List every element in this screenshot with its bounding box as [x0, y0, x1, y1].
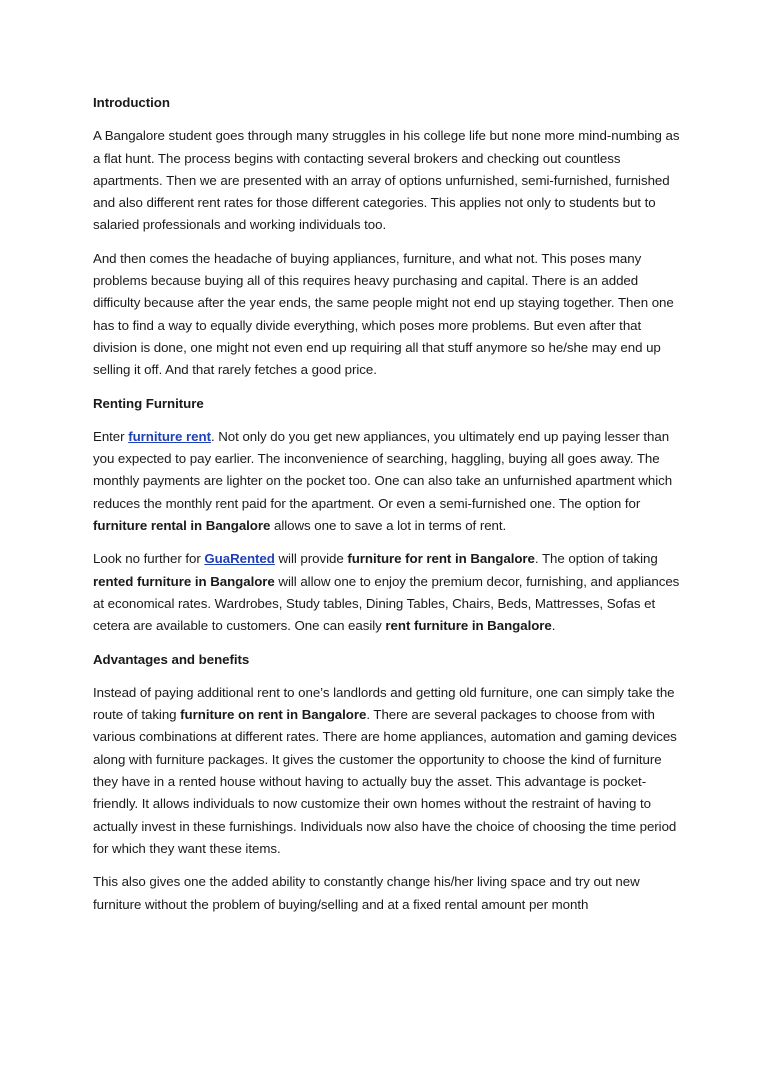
- paragraph-text: . There are several packages to choose from with various combinations at different rates. There are home appliances, automation and gaming devices along with furniture packages. It gives the customer the opportunity to choose the kind of furniture they have in a rented house without having to actually buy the asset. This advantage is pocket-friendly. It allows individuals to now customize their own homes without the restraint of having to actually invest in these furnishings. Individuals now also have the choice of choosing the time period for which they want these items.: [93, 707, 677, 856]
- bold-keyword: furniture on rent in Bangalore: [180, 707, 367, 723]
- section-heading-advantages: Advantages and benefits: [93, 651, 250, 667]
- paragraph-text: allows one to save a lot in terms of rent.: [270, 518, 507, 534]
- document-page: [93, 92, 683, 927]
- paragraph-intro-1: [93, 125, 683, 236]
- paragraph-intro-2: [93, 248, 683, 382]
- paragraph-advantages-1: [93, 682, 683, 860]
- paragraph-advantages-2: [93, 871, 683, 916]
- paragraph-text: . Not only do you get new appliances, you ultimately end up paying lesser than you expected to pay earlier. The inconvenience of searching, haggling, buying all goes away. The monthly payments are lighter on the pocket too. One can also take an unfurnished apartment which reduces the monthly rent paid for the apartment. Or even a semi-furnished one. The option for: [93, 428, 673, 511]
- section-heading-introduction: Introduction: [93, 95, 170, 110]
- furniture-rent-link[interactable]: furniture rent: [128, 428, 211, 444]
- paragraph-text: will allow one to enjoy the premium decor, furnishing, and appliances at economical rates. Wardrobes, Study tables, Dining Tables, Chairs, Beds, Mattresses, Sofas et cetera are available to customers. One can easily: [93, 573, 680, 634]
- guarented-link[interactable]: GuaRented: [204, 551, 275, 567]
- paragraph-renting-2: [93, 548, 683, 637]
- bold-keyword: furniture rental in Bangalore: [93, 518, 271, 534]
- bold-keyword: rent furniture in Bangalore: [385, 618, 552, 634]
- section-heading-renting-furniture: Renting Furniture: [93, 395, 204, 411]
- paragraph-text: A Bangalore student goes through many struggles in his college life but none more mind-numbing as a flat hunt. The process begins with contacting several brokers and checking out countless apartments. Then we are presented with an array of options unfurnished, semi-furnished, furnished and also different rent rates for those different categories. This applies not only to students but to salaried professionals and working individuals too.: [93, 128, 680, 233]
- paragraph-text: will provide: [274, 551, 348, 567]
- paragraph-text: Enter: [93, 428, 129, 444]
- paragraph-text: And then comes the headache of buying appliances, furniture, and what not. This poses many problems because buying all of this requires heavy purchasing and capital. There is an added difficulty because after the year ends, the same people might not end up staying together. Then one has to find a way to equally divide everything, which poses more problems. But even after that division is done, one might not even end up requiring all that stuff anymore so he/she may end up selling it off. And that rarely fetches a good price.: [93, 250, 674, 378]
- paragraph-renting-1: [93, 426, 683, 537]
- paragraph-text: This also gives one the added ability to constantly change his/her living space and try out new furniture without the problem of buying/selling and at a fixed rental amount per month: [93, 874, 640, 912]
- bold-keyword: furniture for rent in Bangalore: [347, 551, 535, 567]
- paragraph-text: Instead of paying additional rent to one’s landlords and getting old furniture, one can simply take the route of taking: [93, 684, 675, 723]
- bold-keyword: rented furniture in Bangalore: [93, 573, 275, 589]
- paragraph-text: Look no further for: [93, 551, 205, 567]
- paragraph-text: .: [551, 618, 556, 634]
- paragraph-text: . The option of taking: [534, 551, 658, 567]
